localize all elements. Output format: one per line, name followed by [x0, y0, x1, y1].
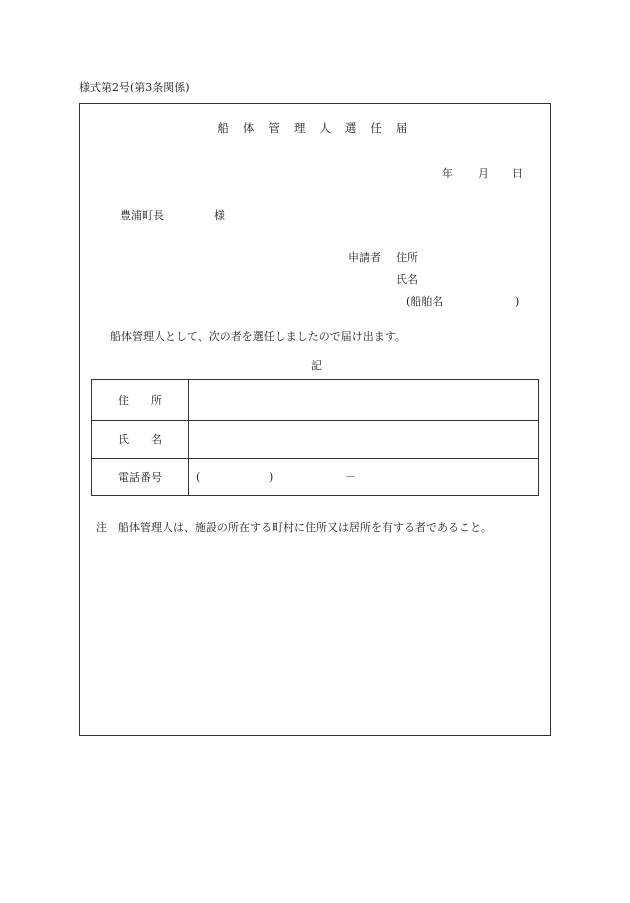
record-heading: 記: [311, 359, 322, 372]
footnote: 注 船体管理人は、施設の所在する町村に住所又は居所を有する者であること。: [96, 521, 492, 534]
table-row: [92, 459, 539, 496]
vessel-name-label: (船舶名: [406, 295, 444, 308]
table-row: [92, 421, 539, 459]
date-year-label: 年: [442, 167, 453, 180]
addressee-suffix: 様: [214, 209, 225, 222]
name-label: 氏 名: [92, 421, 189, 459]
phone-area-close-paren: ): [269, 470, 274, 484]
date-day-label: 日: [512, 167, 523, 180]
form-title: 船 体 管 理 人 選 任 届: [217, 121, 413, 135]
table-row: [92, 380, 539, 421]
form-number: 様式第2号(第3条関係): [79, 81, 190, 94]
phone-area-open-paren: (: [196, 470, 201, 484]
applicant-address-label: 住所: [396, 251, 418, 264]
date-month-label: 月: [478, 167, 489, 180]
applicant-label: 申請者: [348, 251, 381, 264]
address-field[interactable]: [189, 380, 539, 421]
manager-info-table: [91, 379, 539, 496]
addressee-name: 豊浦町長: [120, 209, 164, 222]
phone-field[interactable]: [189, 459, 539, 496]
phone-label: 電話番号: [92, 459, 189, 496]
address-label: 住 所: [92, 380, 189, 421]
vessel-name-close-paren: ): [515, 295, 520, 308]
phone-dash: －: [345, 470, 356, 484]
name-field[interactable]: [189, 421, 539, 459]
applicant-name-label: 氏名: [396, 273, 418, 286]
notice-text: 船体管理人として、次の者を選任しましたので届け出ます。: [110, 330, 406, 343]
